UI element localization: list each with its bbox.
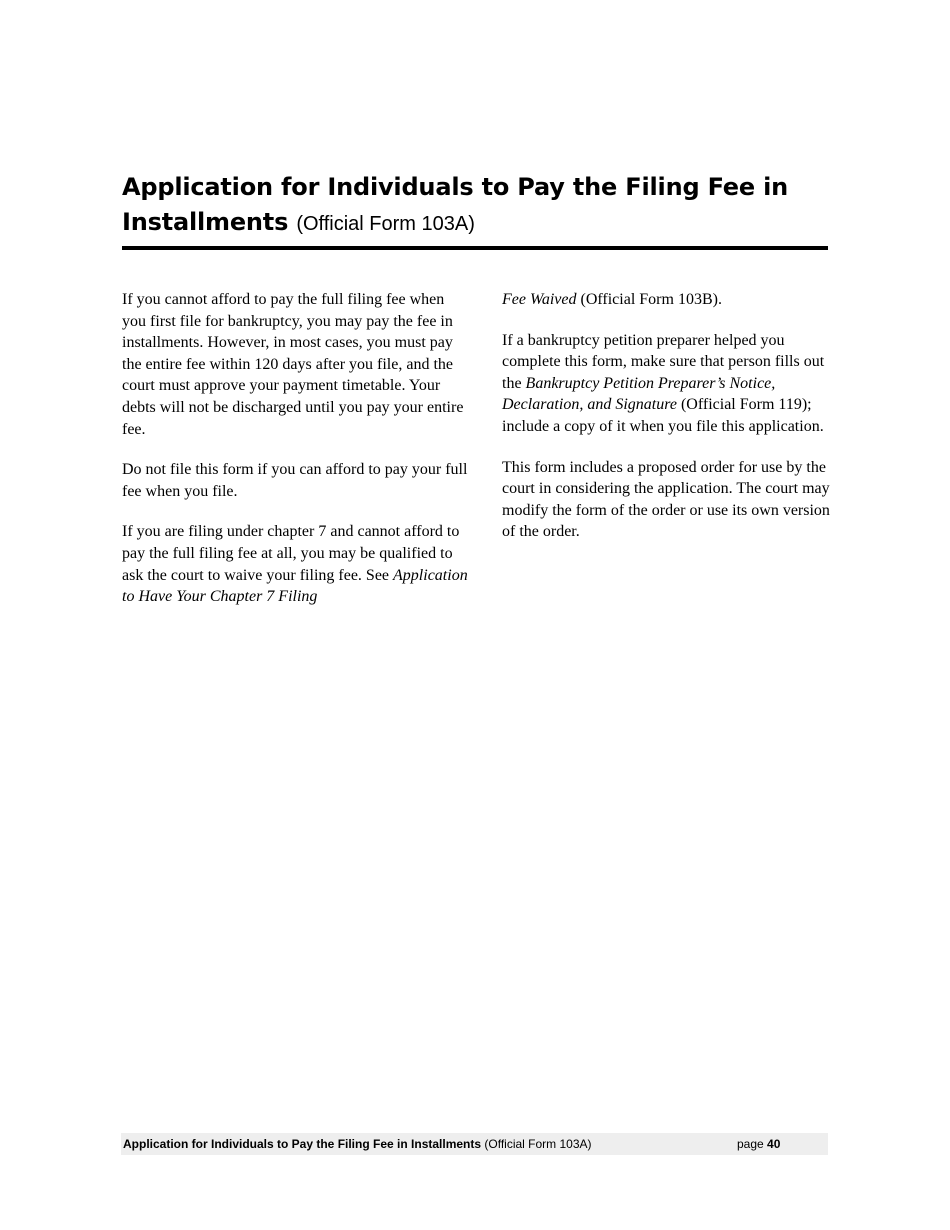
- fee-waiver-form-title: Application to Have Your Chapter 7 Filing: [122, 566, 468, 606]
- right-column: [502, 289, 842, 562]
- preparer-text-a: If a bankruptcy petition preparer helped you complete this form, make sure that person fills out the: [502, 331, 825, 392]
- left-column: [122, 289, 470, 627]
- footer-title-text: Application for Individuals to Pay the Filing Fee in Installments: [123, 1137, 482, 1151]
- footer-title: [123, 1133, 592, 1155]
- paragraph-installments: If you cannot afford to pay the full filing fee when you first file for bankruptcy, you may pay the fee in installments. However, in most cases, you must pay the entire fee within 120 days after you file, and the court must approve your payment timetable. Your debts will not be discharged until you pay your entire fee.: [122, 291, 464, 438]
- page-footer: [121, 1133, 828, 1155]
- paragraph-do-not-file: Do not file this form if you can afford to pay your full fee when you file.: [122, 461, 468, 500]
- preparer-text-b: (Official Form 119); include a copy of it when you file this application.: [502, 396, 824, 435]
- page-label: page: [737, 1137, 764, 1151]
- page-header: [122, 170, 828, 250]
- fee-waived-form-number: (Official Form 103B).: [576, 291, 722, 308]
- paragraph-petition-preparer: [502, 330, 842, 438]
- title-text: Application for Individuals to Pay the Filing Fee in Installments: [122, 173, 789, 236]
- paragraph-fee-waived: [502, 289, 842, 311]
- form-number: (Official Form 103A): [296, 213, 475, 235]
- preparer-form-title: Bankruptcy Petition Preparer’s Notice, Declaration, and Signature: [502, 374, 776, 414]
- paragraph-proposed-order: This form includes a proposed order for use by the court in considering the application. The court may modify the form of the order or use its own version of the order.: [502, 458, 830, 541]
- page-number: 40: [767, 1137, 781, 1151]
- footer-form-number: (Official Form 103A): [484, 1137, 592, 1151]
- chapter-7-text: If you are filing under chapter 7 and cannot afford to pay the full filing fee at all, you may be qualified to ask the court to waive your filing fee. See: [122, 523, 460, 584]
- page-title: [122, 170, 828, 242]
- paragraph-chapter-7: [122, 521, 470, 607]
- footer-page: [737, 1133, 780, 1155]
- fee-waived-title: Fee Waived: [502, 291, 577, 308]
